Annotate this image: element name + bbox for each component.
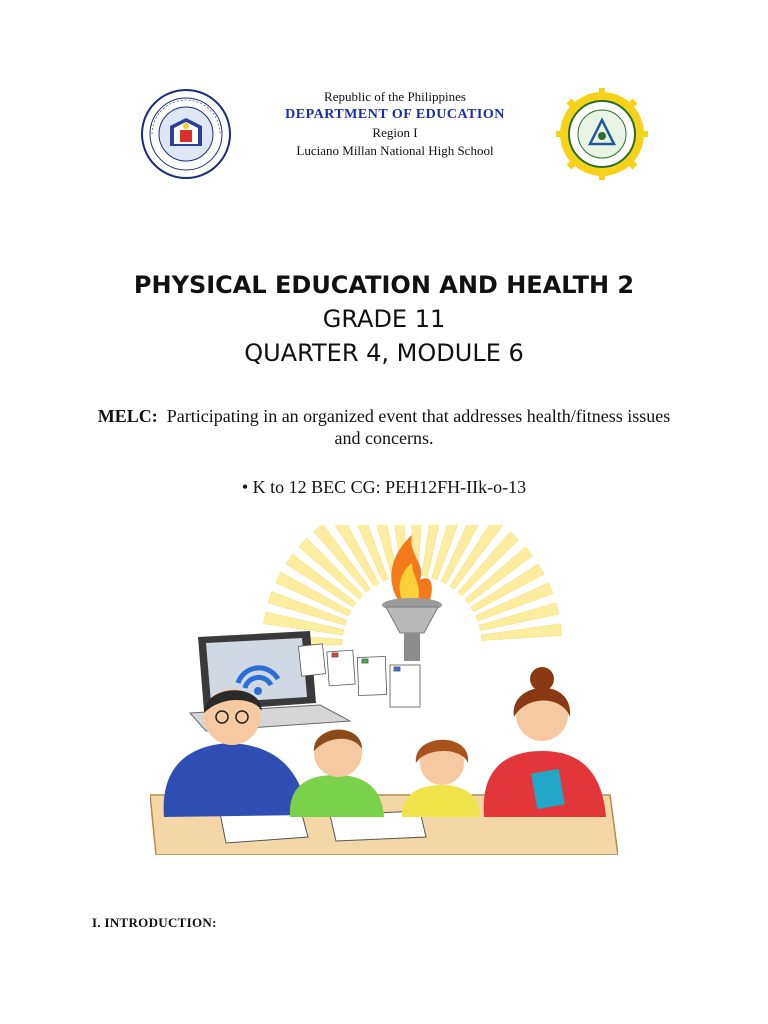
introduction-heading: I. INTRODUCTION: — [92, 915, 217, 930]
deped-seal-icon — [140, 88, 232, 180]
header-text-block — [250, 88, 540, 160]
mother-figure — [484, 667, 606, 817]
subject-title: PHYSICAL EDUCATION AND HEALTH 2 — [133, 271, 635, 299]
region-line: Region I — [372, 125, 418, 140]
bec-code: • K to 12 BEC CG: PEH12FH-IIk-o-13 — [241, 477, 527, 497]
family-studying-illustration — [150, 525, 618, 855]
document-header — [0, 88, 768, 178]
department-name: DEPARTMENT OF EDUCATION — [285, 107, 505, 122]
module-titles — [0, 268, 768, 370]
girl-figure — [402, 740, 480, 817]
melc-paragraph — [90, 405, 678, 449]
school-name: Luciano Millan National High School — [296, 143, 494, 158]
school-seal-icon — [556, 88, 648, 180]
grade-title: GRADE 11 — [322, 305, 446, 333]
boy-figure — [290, 729, 384, 817]
melc-text: Participating in an organized event that addresses health/fitness issues and concerns. — [166, 406, 671, 448]
melc-label: MELC: — [97, 406, 158, 426]
documents-icon — [298, 644, 420, 707]
republic-line: Republic of the Philippines — [324, 89, 466, 104]
quarter-module-title: QUARTER 4, MODULE 6 — [244, 339, 524, 367]
